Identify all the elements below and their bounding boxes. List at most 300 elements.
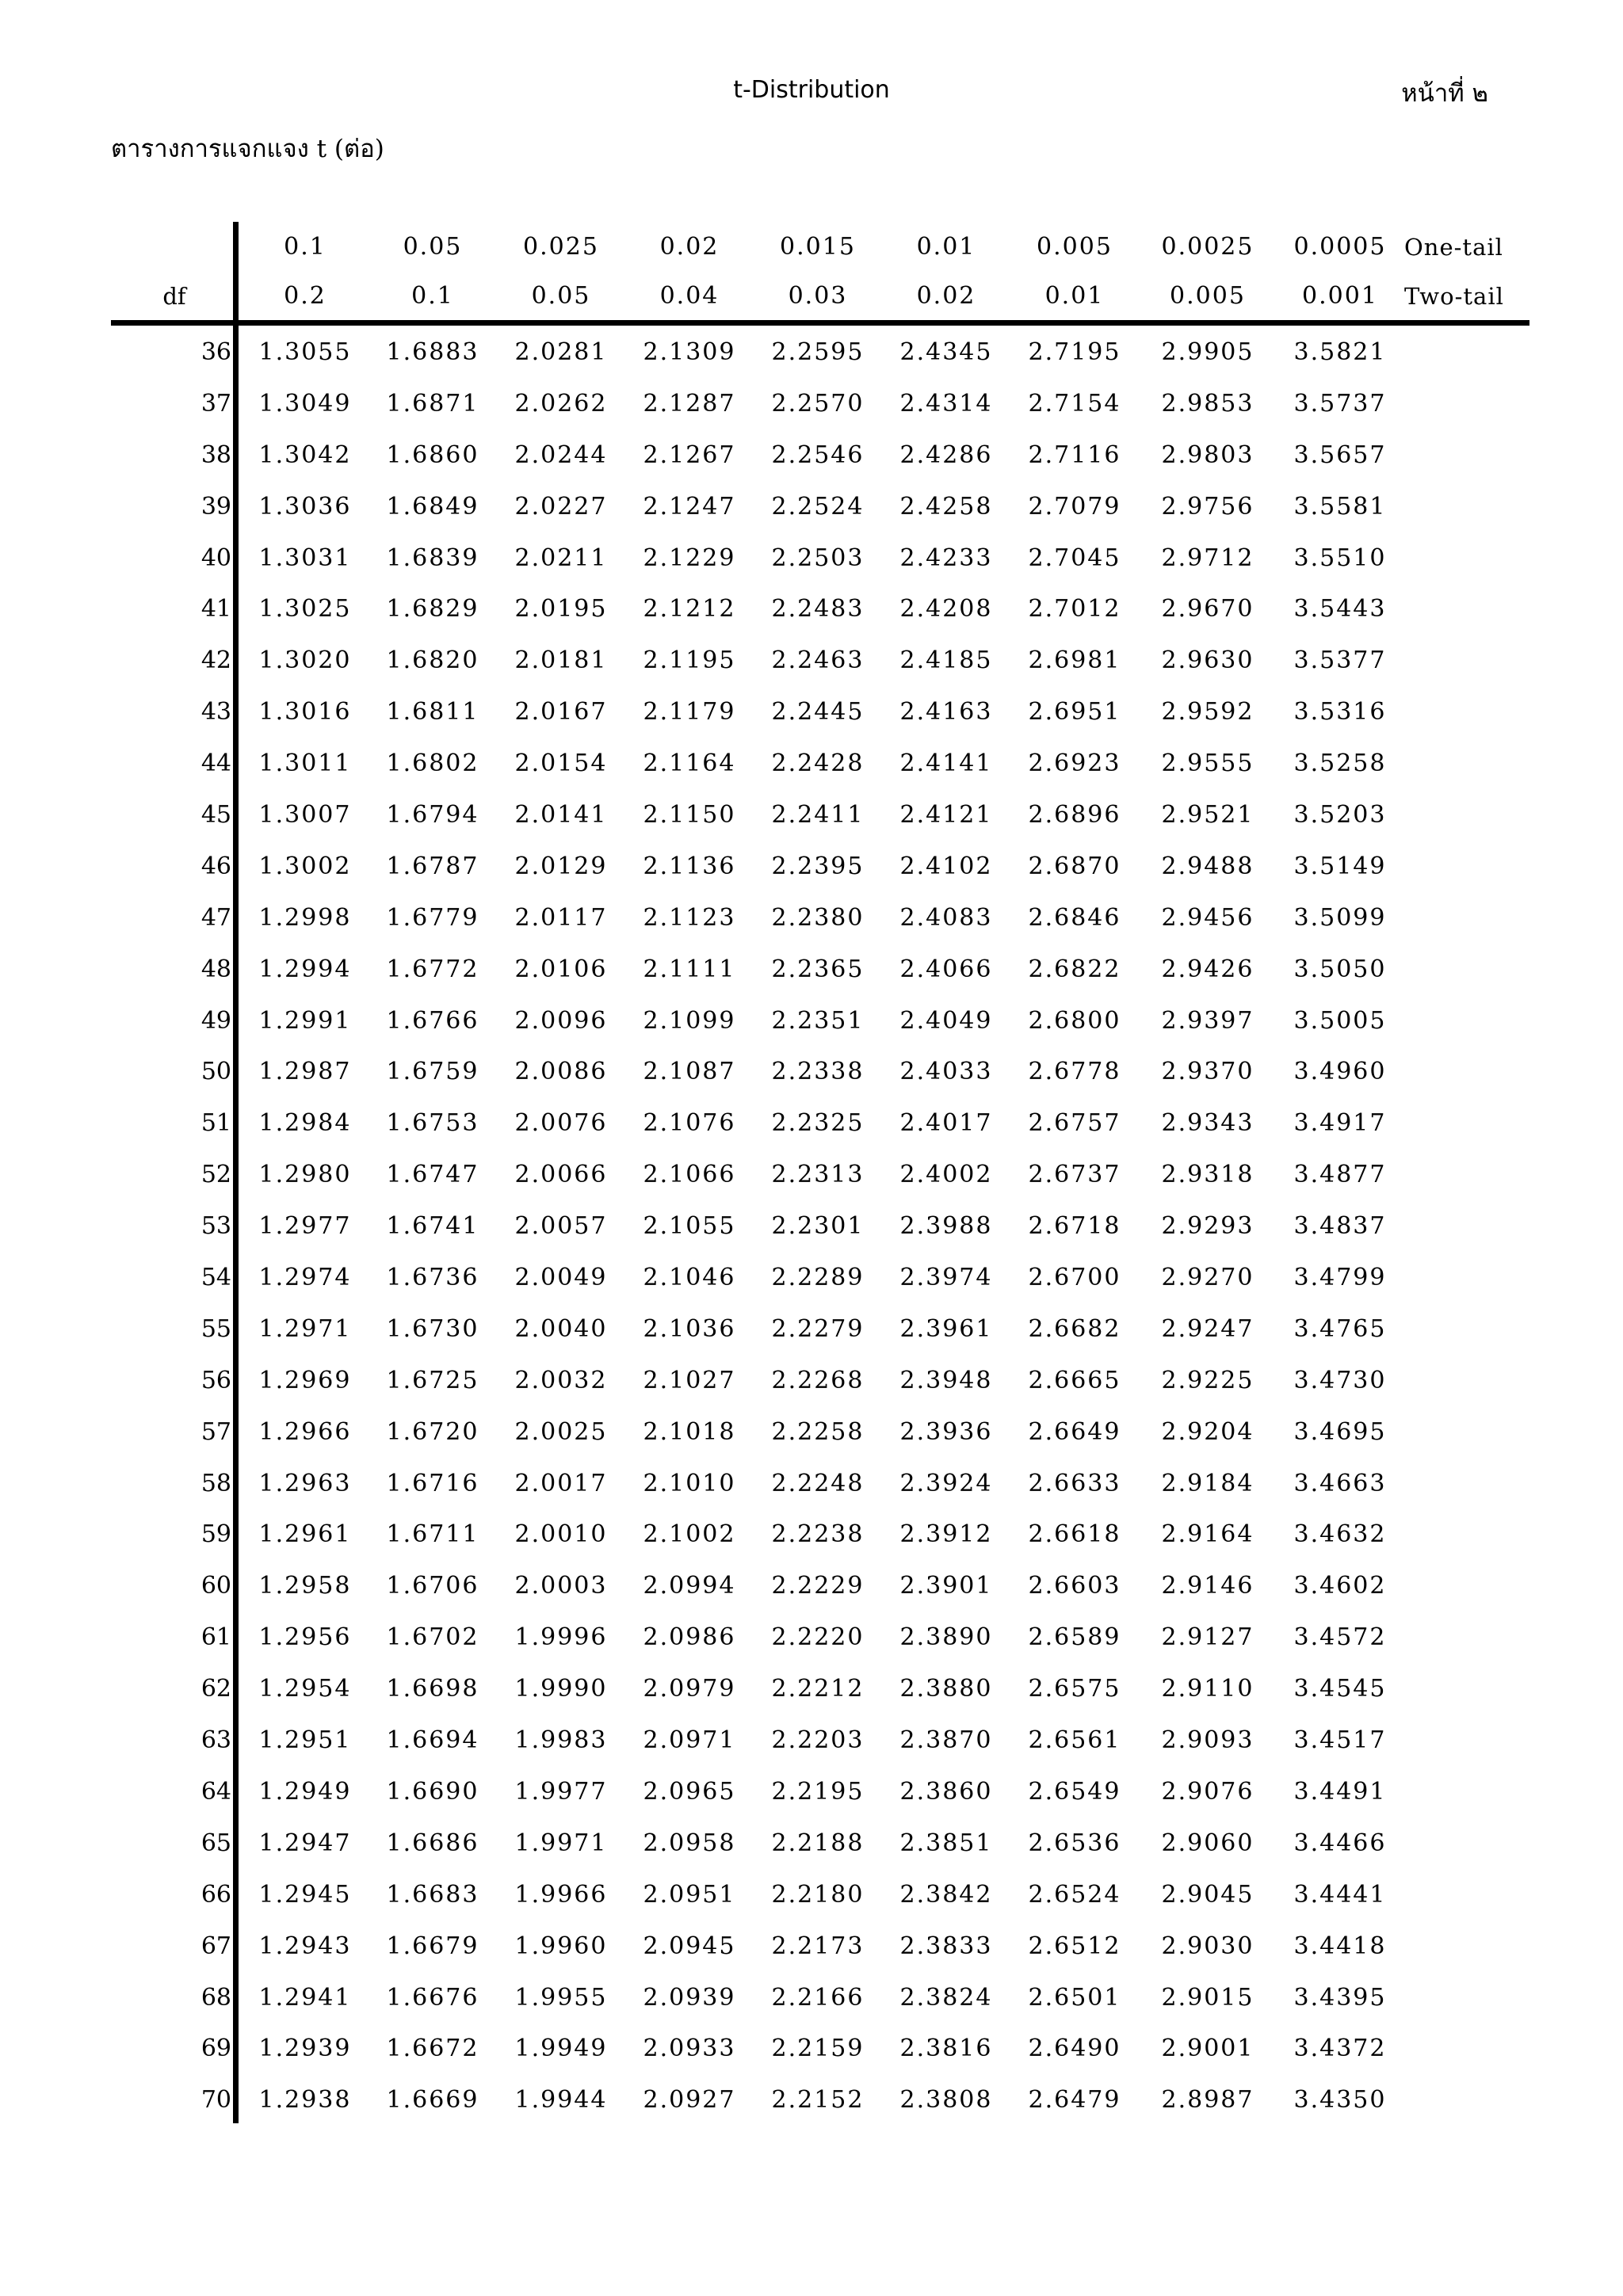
value-cell: 1.3025 [258,595,352,624]
value-cell: 3.4799 [1293,1264,1387,1292]
value-cell: 1.6720 [386,1417,479,1446]
value-cell: 1.6736 [386,1264,479,1292]
value-cell: 2.6923 [1028,749,1121,778]
value-cell: 2.2195 [771,1777,865,1806]
header-cell: 0.05 [531,282,591,310]
value-cell: 2.1123 [643,903,736,932]
table-row [0,902,1623,954]
value-cell: 2.9756 [1161,492,1254,521]
df-cell: 44 [200,749,231,778]
table-row [0,696,1623,748]
value-cell: 1.9955 [514,1983,608,2012]
value-cell: 2.4121 [899,801,993,830]
value-cell: 2.9456 [1161,903,1254,932]
value-cell: 2.7154 [1028,389,1121,418]
value-cell: 1.6766 [386,1006,479,1035]
value-cell: 3.4395 [1293,1983,1387,2012]
value-cell: 1.6741 [386,1212,479,1241]
value-cell: 2.2258 [771,1417,865,1446]
df-column-label: df [162,283,186,310]
value-cell: 2.2220 [771,1623,865,1652]
table-row [0,1314,1623,1365]
value-cell: 2.0040 [514,1314,608,1343]
value-cell: 2.9488 [1161,852,1254,880]
df-cell: 47 [200,903,231,932]
value-cell: 1.3016 [258,698,352,727]
value-cell: 2.0057 [514,1212,608,1241]
value-cell: 2.0281 [514,338,608,366]
value-cell: 2.6561 [1028,1726,1121,1755]
value-cell: 1.6753 [386,1109,479,1138]
value-cell: 2.1287 [643,389,736,418]
table-row [0,388,1623,440]
value-cell: 2.3924 [899,1469,993,1497]
value-cell: 1.6802 [386,749,479,778]
value-cell: 2.2301 [771,1212,865,1241]
value-cell: 2.3833 [899,1932,993,1960]
value-cell: 2.0106 [514,955,608,983]
value-cell: 2.9370 [1161,1058,1254,1086]
value-cell: 2.2546 [771,441,865,469]
table-row [0,1828,1623,1879]
table-row [0,1725,1623,1776]
value-cell: 1.3049 [258,389,352,418]
header-cell: 0.001 [1302,282,1378,310]
df-cell: 60 [200,1572,231,1600]
value-cell: 2.0096 [514,1006,608,1035]
value-cell: 1.2987 [258,1058,352,1086]
value-cell: 2.3901 [899,1572,993,1600]
header-cell: 0.04 [659,282,720,310]
table-row [0,440,1623,491]
value-cell: 2.6490 [1028,2035,1121,2063]
table-row [0,491,1623,543]
value-cell: 2.2570 [771,389,865,418]
value-cell: 3.5443 [1293,595,1387,624]
value-cell: 1.3007 [258,801,352,830]
df-cell: 53 [200,1212,231,1241]
value-cell: 1.6871 [386,389,479,418]
value-cell: 2.3890 [899,1623,993,1652]
value-cell: 1.2998 [258,903,352,932]
value-cell: 2.6822 [1028,955,1121,983]
value-cell: 1.6676 [386,1983,479,2012]
df-cell: 49 [200,1006,231,1035]
value-cell: 1.3055 [258,338,352,366]
value-cell: 2.1010 [643,1469,736,1497]
value-cell: 1.2977 [258,1212,352,1241]
table-row [0,645,1623,696]
value-cell: 3.4765 [1293,1314,1387,1343]
header-cell: 0.005 [1037,233,1113,261]
value-cell: 1.6811 [386,698,479,727]
value-cell: 2.9712 [1161,543,1254,572]
value-cell: 1.3011 [258,749,352,778]
value-cell: 2.9146 [1161,1572,1254,1600]
value-cell: 2.0965 [643,1777,736,1806]
value-cell: 2.6778 [1028,1058,1121,1086]
value-cell: 2.6618 [1028,1520,1121,1549]
value-cell: 3.5821 [1293,338,1387,366]
df-cell: 63 [200,1726,231,1755]
value-cell: 1.6683 [386,1880,479,1909]
value-cell: 2.0979 [643,1675,736,1703]
value-cell: 1.2961 [258,1520,352,1549]
value-cell: 2.4208 [899,595,993,624]
value-cell: 2.1066 [643,1161,736,1189]
value-cell: 3.4837 [1293,1212,1387,1241]
value-cell: 2.3824 [899,1983,993,2012]
value-cell: 2.0167 [514,698,608,727]
value-cell: 1.2947 [258,1829,352,1857]
value-cell: 2.9905 [1161,338,1254,366]
df-cell: 37 [200,389,231,418]
table-row [0,1673,1623,1725]
header-cell: 0.0005 [1293,233,1387,261]
value-cell: 2.9670 [1161,595,1254,624]
value-cell: 2.7079 [1028,492,1121,521]
value-cell: 2.6700 [1028,1264,1121,1292]
df-cell: 56 [200,1366,231,1394]
one-tail-label: One-tail [1404,234,1503,261]
value-cell: 2.3880 [899,1675,993,1703]
value-cell: 1.3002 [258,852,352,880]
value-cell: 1.6698 [386,1675,479,1703]
table-row [0,1776,1623,1828]
value-cell: 3.4572 [1293,1623,1387,1652]
table-row [0,851,1623,902]
value-cell: 2.6589 [1028,1623,1121,1652]
table-row [0,1931,1623,1982]
value-cell: 2.2203 [771,1726,865,1755]
value-cell: 2.4233 [899,543,993,572]
table-row [0,1468,1623,1520]
value-cell: 2.3974 [899,1264,993,1292]
value-cell: 2.0032 [514,1366,608,1394]
value-cell: 2.1111 [643,955,736,983]
value-cell: 1.6820 [386,646,479,675]
table-row [0,1519,1623,1570]
value-cell: 3.4960 [1293,1058,1387,1086]
df-cell: 38 [200,441,231,469]
value-cell: 2.7012 [1028,595,1121,624]
value-cell: 3.5203 [1293,801,1387,830]
table-row [0,1570,1623,1622]
value-cell: 1.6860 [386,441,479,469]
header-cell: 0.01 [916,233,976,261]
df-cell: 64 [200,1777,231,1806]
header-cell: 0.025 [523,233,599,261]
value-cell: 2.3936 [899,1417,993,1446]
value-cell: 2.2180 [771,1880,865,1909]
value-cell: 2.1179 [643,698,736,727]
value-cell: 2.6682 [1028,1314,1121,1343]
value-cell: 2.0195 [514,595,608,624]
df-cell: 65 [200,1829,231,1857]
value-cell: 2.2325 [771,1109,865,1138]
value-cell: 3.4441 [1293,1880,1387,1909]
value-cell: 2.2173 [771,1932,865,1960]
value-cell: 2.1195 [643,646,736,675]
value-cell: 2.4345 [899,338,993,366]
value-cell: 2.0010 [514,1520,608,1549]
table-row [0,954,1623,1005]
value-cell: 1.9983 [514,1726,608,1755]
value-cell: 2.0994 [643,1572,736,1600]
value-cell: 2.6951 [1028,698,1121,727]
value-cell: 2.1076 [643,1109,736,1138]
value-cell: 2.8987 [1161,2086,1254,2115]
value-cell: 2.1136 [643,852,736,880]
value-cell: 2.0211 [514,543,608,572]
value-cell: 2.0003 [514,1572,608,1600]
table-row [0,337,1623,388]
value-cell: 2.6501 [1028,1983,1121,2012]
value-cell: 1.2984 [258,1109,352,1138]
value-cell: 2.1229 [643,543,736,572]
value-cell: 2.2279 [771,1314,865,1343]
value-cell: 1.2966 [258,1417,352,1446]
value-cell: 2.2212 [771,1675,865,1703]
table-row [0,1365,1623,1417]
value-cell: 2.9045 [1161,1880,1254,1909]
value-cell: 1.2938 [258,2086,352,2115]
value-cell: 2.2428 [771,749,865,778]
page-header-title: t-Distribution [733,76,890,104]
value-cell: 1.9966 [514,1880,608,1909]
value-cell: 2.1018 [643,1417,736,1446]
value-cell: 1.2943 [258,1932,352,1960]
df-cell: 42 [200,646,231,675]
value-cell: 3.4372 [1293,2035,1387,2063]
value-cell: 2.0951 [643,1880,736,1909]
value-cell: 3.4663 [1293,1469,1387,1497]
header-cell: 0.005 [1170,282,1246,310]
value-cell: 2.6737 [1028,1161,1121,1189]
table-row [0,1262,1623,1314]
value-cell: 2.0971 [643,1726,736,1755]
value-cell: 2.9030 [1161,1932,1254,1960]
value-cell: 1.6747 [386,1161,479,1189]
value-cell: 2.9060 [1161,1829,1254,1857]
table-row [0,593,1623,645]
value-cell: 1.6690 [386,1777,479,1806]
value-cell: 1.3020 [258,646,352,675]
value-cell: 2.3988 [899,1212,993,1241]
header-cell: 0.05 [403,233,463,261]
value-cell: 1.2994 [258,955,352,983]
table-row [0,1005,1623,1057]
value-cell: 2.0945 [643,1932,736,1960]
value-cell: 2.4286 [899,441,993,469]
value-cell: 3.4917 [1293,1109,1387,1138]
value-cell: 3.4491 [1293,1777,1387,1806]
value-cell: 1.3042 [258,441,352,469]
header-cell: 0.1 [284,233,327,261]
value-cell: 3.5657 [1293,441,1387,469]
value-cell: 2.9247 [1161,1314,1254,1343]
value-cell: 2.9521 [1161,801,1254,830]
value-cell: 2.2188 [771,1829,865,1857]
value-cell: 2.4017 [899,1109,993,1138]
value-cell: 2.9001 [1161,2035,1254,2063]
df-cell: 54 [200,1264,231,1292]
value-cell: 2.9592 [1161,698,1254,727]
table-row [0,1211,1623,1262]
df-cell: 40 [200,543,231,572]
table-row [0,1056,1623,1108]
table-row [0,1879,1623,1931]
value-cell: 2.0933 [643,2035,736,2063]
value-cell: 1.6787 [386,852,479,880]
value-cell: 2.0227 [514,492,608,521]
value-cell: 3.4730 [1293,1366,1387,1394]
value-cell: 1.2974 [258,1264,352,1292]
value-cell: 3.5377 [1293,646,1387,675]
value-cell: 2.4066 [899,955,993,983]
value-cell: 2.0244 [514,441,608,469]
df-cell: 48 [200,955,231,983]
value-cell: 1.2941 [258,1983,352,2012]
value-cell: 2.3808 [899,2086,993,2115]
table-row [0,799,1623,851]
value-cell: 2.9093 [1161,1726,1254,1755]
table-row [0,748,1623,799]
value-cell: 2.4258 [899,492,993,521]
value-cell: 1.2939 [258,2035,352,2063]
value-cell: 2.4314 [899,389,993,418]
value-cell: 3.5510 [1293,543,1387,572]
value-cell: 2.6524 [1028,1880,1121,1909]
value-cell: 2.9630 [1161,646,1254,675]
value-cell: 3.4602 [1293,1572,1387,1600]
value-cell: 2.9127 [1161,1623,1254,1652]
value-cell: 3.4466 [1293,1829,1387,1857]
value-cell: 1.6725 [386,1366,479,1394]
df-cell: 43 [200,698,231,727]
value-cell: 1.6883 [386,338,479,366]
value-cell: 3.4545 [1293,1675,1387,1703]
value-cell: 2.9110 [1161,1675,1254,1703]
header-cell: 0.02 [916,282,976,310]
value-cell: 2.0086 [514,1058,608,1086]
value-cell: 2.9204 [1161,1417,1254,1446]
df-cell: 66 [200,1880,231,1909]
value-cell: 1.2951 [258,1726,352,1755]
value-cell: 2.1036 [643,1314,736,1343]
value-cell: 2.4163 [899,698,993,727]
value-cell: 3.5581 [1293,492,1387,521]
value-cell: 2.6981 [1028,646,1121,675]
value-cell: 2.2365 [771,955,865,983]
page-number: หน้าที่ ๒ [1401,79,1488,108]
value-cell: 2.6846 [1028,903,1121,932]
value-cell: 1.6794 [386,801,479,830]
header-cell: 0.1 [411,282,454,310]
value-cell: 2.3912 [899,1520,993,1549]
value-cell: 3.4877 [1293,1161,1387,1189]
value-cell: 2.2595 [771,338,865,366]
value-cell: 2.9076 [1161,1777,1254,1806]
header-cell: 0.2 [284,282,327,310]
value-cell: 2.0117 [514,903,608,932]
value-cell: 2.2524 [771,492,865,521]
value-cell: 2.2338 [771,1058,865,1086]
df-cell: 50 [200,1058,231,1086]
value-cell: 1.9990 [514,1675,608,1703]
value-cell: 2.3961 [899,1314,993,1343]
value-cell: 2.2351 [771,1006,865,1035]
value-cell: 1.6669 [386,2086,479,2115]
value-cell: 2.4185 [899,646,993,675]
value-cell: 2.1087 [643,1058,736,1086]
value-cell: 2.7116 [1028,441,1121,469]
value-cell: 2.1309 [643,338,736,366]
value-cell: 2.0958 [643,1829,736,1857]
value-cell: 2.7045 [1028,543,1121,572]
df-cell: 62 [200,1675,231,1703]
value-cell: 2.9164 [1161,1520,1254,1549]
value-cell: 2.6549 [1028,1777,1121,1806]
value-cell: 1.3031 [258,543,352,572]
value-cell: 1.2954 [258,1675,352,1703]
value-cell: 2.6665 [1028,1366,1121,1394]
value-cell: 2.2229 [771,1572,865,1600]
value-cell: 2.3870 [899,1726,993,1755]
df-cell: 61 [200,1623,231,1652]
value-cell: 2.2463 [771,646,865,675]
table-horizontal-divider [111,320,1529,326]
value-cell: 2.2395 [771,852,865,880]
value-cell: 2.9015 [1161,1983,1254,2012]
value-cell: 1.6779 [386,903,479,932]
value-cell: 2.6603 [1028,1572,1121,1600]
value-cell: 3.4695 [1293,1417,1387,1446]
header-cell: 0.01 [1044,282,1105,310]
value-cell: 2.2166 [771,1983,865,2012]
value-cell: 1.2991 [258,1006,352,1035]
value-cell: 1.2958 [258,1572,352,1600]
table-row [0,1622,1623,1673]
value-cell: 1.2980 [258,1161,352,1189]
value-cell: 2.2268 [771,1366,865,1394]
value-cell: 2.1099 [643,1006,736,1035]
header-cell: 0.015 [780,233,856,261]
value-cell: 1.2945 [258,1880,352,1909]
value-cell: 1.2971 [258,1314,352,1343]
value-cell: 1.9944 [514,2086,608,2115]
value-cell: 3.5149 [1293,852,1387,880]
value-cell: 2.0927 [643,2086,736,2115]
df-cell: 41 [200,595,231,624]
value-cell: 2.6649 [1028,1417,1121,1446]
header-cell: 0.0025 [1161,233,1254,261]
value-cell: 1.6829 [386,595,479,624]
value-cell: 3.5737 [1293,389,1387,418]
value-cell: 3.4350 [1293,2086,1387,2115]
value-cell: 3.5316 [1293,698,1387,727]
header-cell: 0.03 [788,282,848,310]
table-row [0,1108,1623,1159]
value-cell: 2.2152 [771,2086,865,2115]
value-cell: 2.3851 [899,1829,993,1857]
value-cell: 2.6896 [1028,801,1121,830]
table-row [0,543,1623,594]
df-cell: 55 [200,1314,231,1343]
value-cell: 2.0181 [514,646,608,675]
value-cell: 2.9343 [1161,1109,1254,1138]
df-cell: 45 [200,801,231,830]
